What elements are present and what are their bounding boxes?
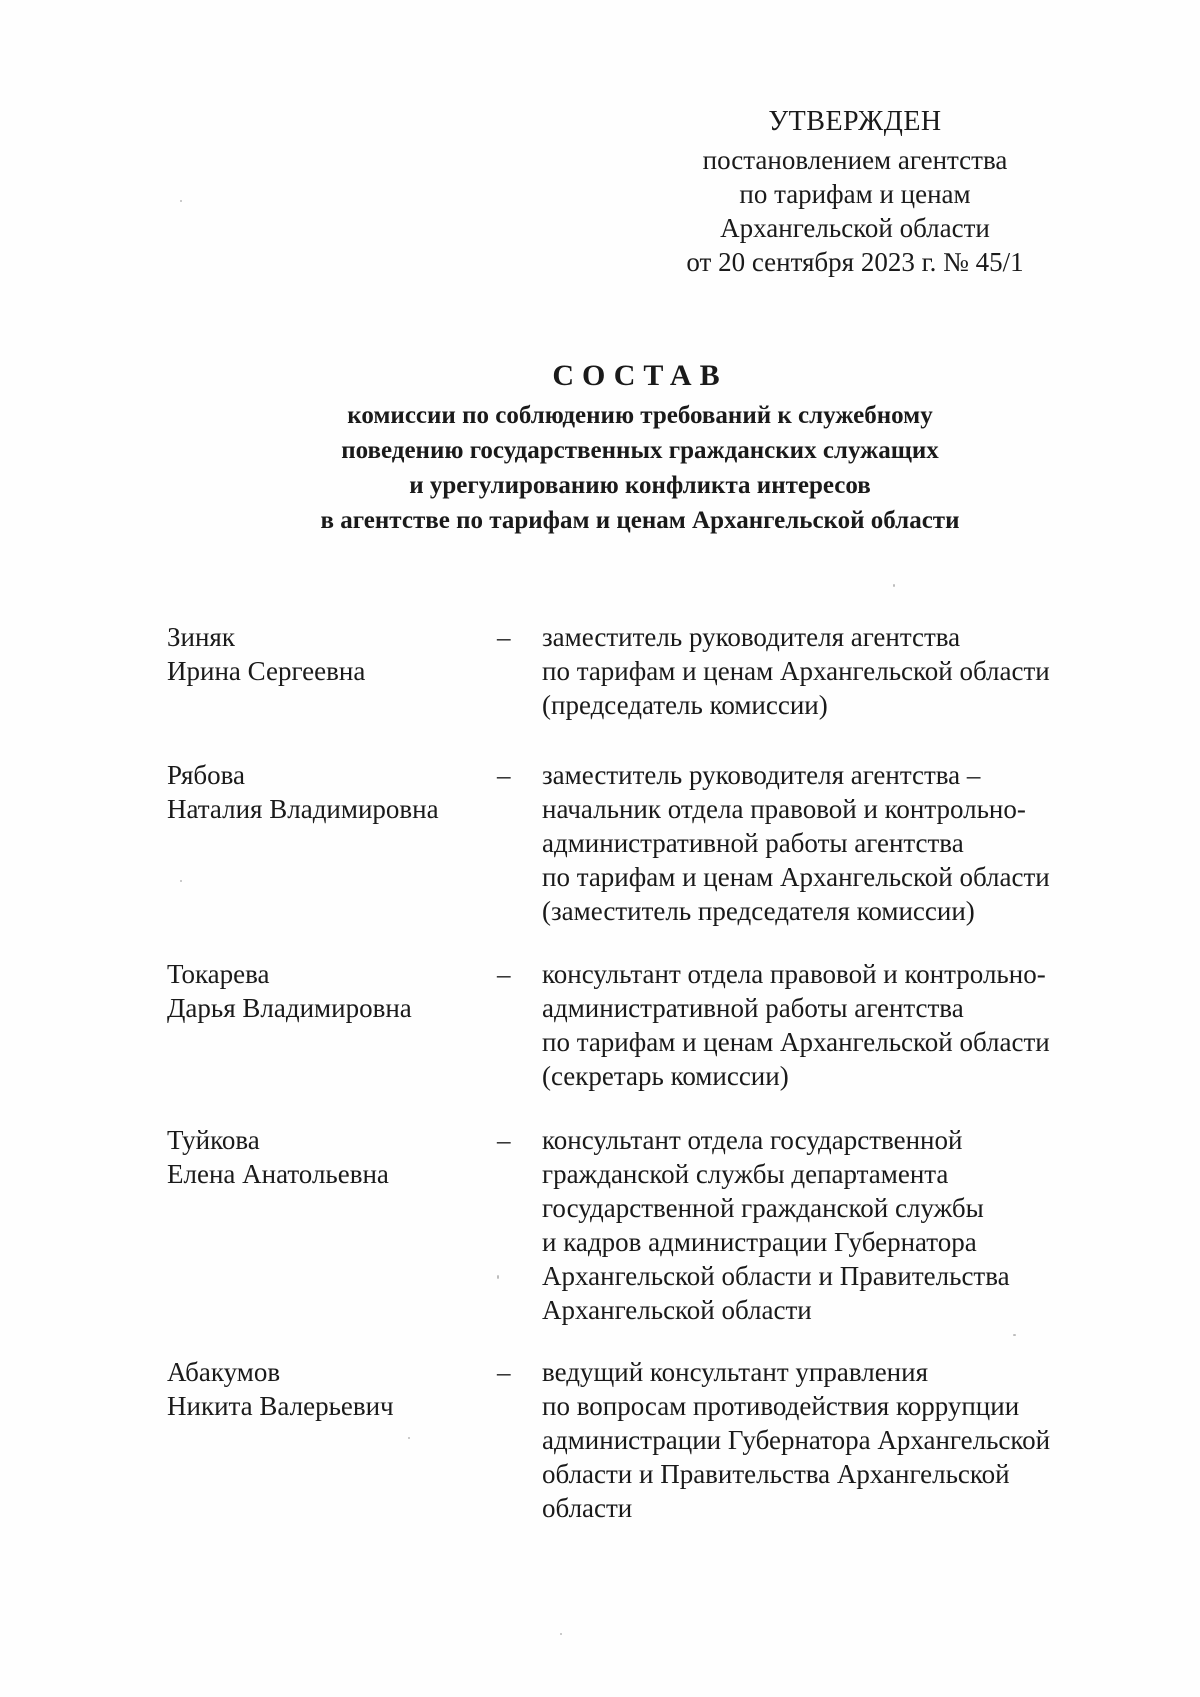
member-role-line: администрации Губернатора Архангельской <box>542 1425 1051 1455</box>
document-subtitle-line: комиссии по соблюдению требований к служебному <box>347 402 933 429</box>
member-role-line: начальник отдела правовой и контрольно- <box>542 794 1026 824</box>
member-name <box>167 1355 487 1423</box>
member-name <box>167 758 487 826</box>
member-name <box>167 1123 487 1191</box>
member-role-line: заместитель руководителя агентства – <box>542 760 981 790</box>
member-surname: Зиняк <box>167 622 235 652</box>
member-given-names: Елена Анатольевна <box>167 1159 389 1189</box>
member-role-line: по вопросам противодействия коррупции <box>542 1391 1020 1421</box>
approval-heading: УТВЕРЖДЕН <box>768 106 942 137</box>
member-role <box>542 1123 1102 1327</box>
member-role <box>542 758 1102 928</box>
member-role-line: по тарифам и ценам Архангельской области <box>542 1027 1050 1057</box>
member-role-line: области и Правительства Архангельской <box>542 1459 1010 1489</box>
scan-speck <box>408 1437 410 1439</box>
member-role-line: (заместитель председателя комиссии) <box>542 896 975 926</box>
member-dash: – <box>497 959 511 989</box>
member-surname: Токарева <box>167 959 270 989</box>
member-role-line: государственной гражданской службы <box>542 1193 984 1223</box>
member-role-line: консультант отдела государственной <box>542 1125 963 1155</box>
document-subtitle-line: и урегулированию конфликта интересов <box>409 472 871 499</box>
document-subtitle-line: поведению государственных гражданских служащих <box>341 437 939 464</box>
member-role-line: заместитель руководителя агентства <box>542 622 961 652</box>
scan-speck <box>180 200 182 202</box>
member-dash: – <box>497 760 511 790</box>
scan-speck <box>1013 1334 1016 1336</box>
member-role-line: (секретарь комиссии) <box>542 1061 789 1091</box>
member-role-line: административной работы агентства <box>542 828 964 858</box>
member-given-names: Ирина Сергеевна <box>167 656 366 686</box>
approval-line: постановлением агентства <box>702 145 1008 175</box>
member-role-line: административной работы агентства <box>542 993 964 1023</box>
member-role <box>542 1355 1102 1525</box>
approval-line: по тарифам и ценам <box>739 179 971 209</box>
scan-speck <box>893 584 895 587</box>
approval-line: Архангельской области <box>720 213 990 243</box>
member-given-names: Дарья Владимировна <box>167 993 412 1023</box>
member-name <box>167 620 487 688</box>
member-role-line: Архангельской области и Правительства <box>542 1261 1010 1291</box>
member-dash: – <box>497 1125 511 1155</box>
approval-date-line: от 20 сентября 2023 г. № 45/1 <box>686 247 1024 277</box>
member-role-line: консультант отдела правовой и контрольно- <box>542 959 1046 989</box>
member-role-line: гражданской службы департамента <box>542 1159 949 1189</box>
member-role-line: Архангельской области <box>542 1295 812 1325</box>
scan-speck <box>560 1633 562 1635</box>
member-given-names: Наталия Владимировна <box>167 794 439 824</box>
member-role-line: ведущий консультант управления <box>542 1357 929 1387</box>
member-role <box>542 620 1102 722</box>
document-title-block <box>200 356 1080 538</box>
document-subtitle-line: в агентстве по тарифам и ценам Архангельской области <box>320 507 960 534</box>
member-surname: Рябова <box>167 760 246 790</box>
member-dash: – <box>497 622 511 652</box>
member-role-line: области <box>542 1493 633 1523</box>
member-role-line: по тарифам и ценам Архангельской области <box>542 862 1050 892</box>
scan-speck <box>497 1275 499 1279</box>
member-role-line: (председатель комиссии) <box>542 690 828 720</box>
document-title: СОСТАВ <box>552 359 728 392</box>
member-surname: Абакумов <box>167 1357 281 1387</box>
member-role <box>542 957 1102 1093</box>
member-name <box>167 957 487 1025</box>
approval-stamp <box>660 105 1050 279</box>
scan-speck <box>180 880 182 882</box>
member-dash: – <box>497 1357 511 1387</box>
member-given-names: Никита Валерьевич <box>167 1391 394 1421</box>
member-role-line: и кадров администрации Губернатора <box>542 1227 977 1257</box>
member-surname: Туйкова <box>167 1125 260 1155</box>
member-role-line: по тарифам и ценам Архангельской области <box>542 656 1050 686</box>
